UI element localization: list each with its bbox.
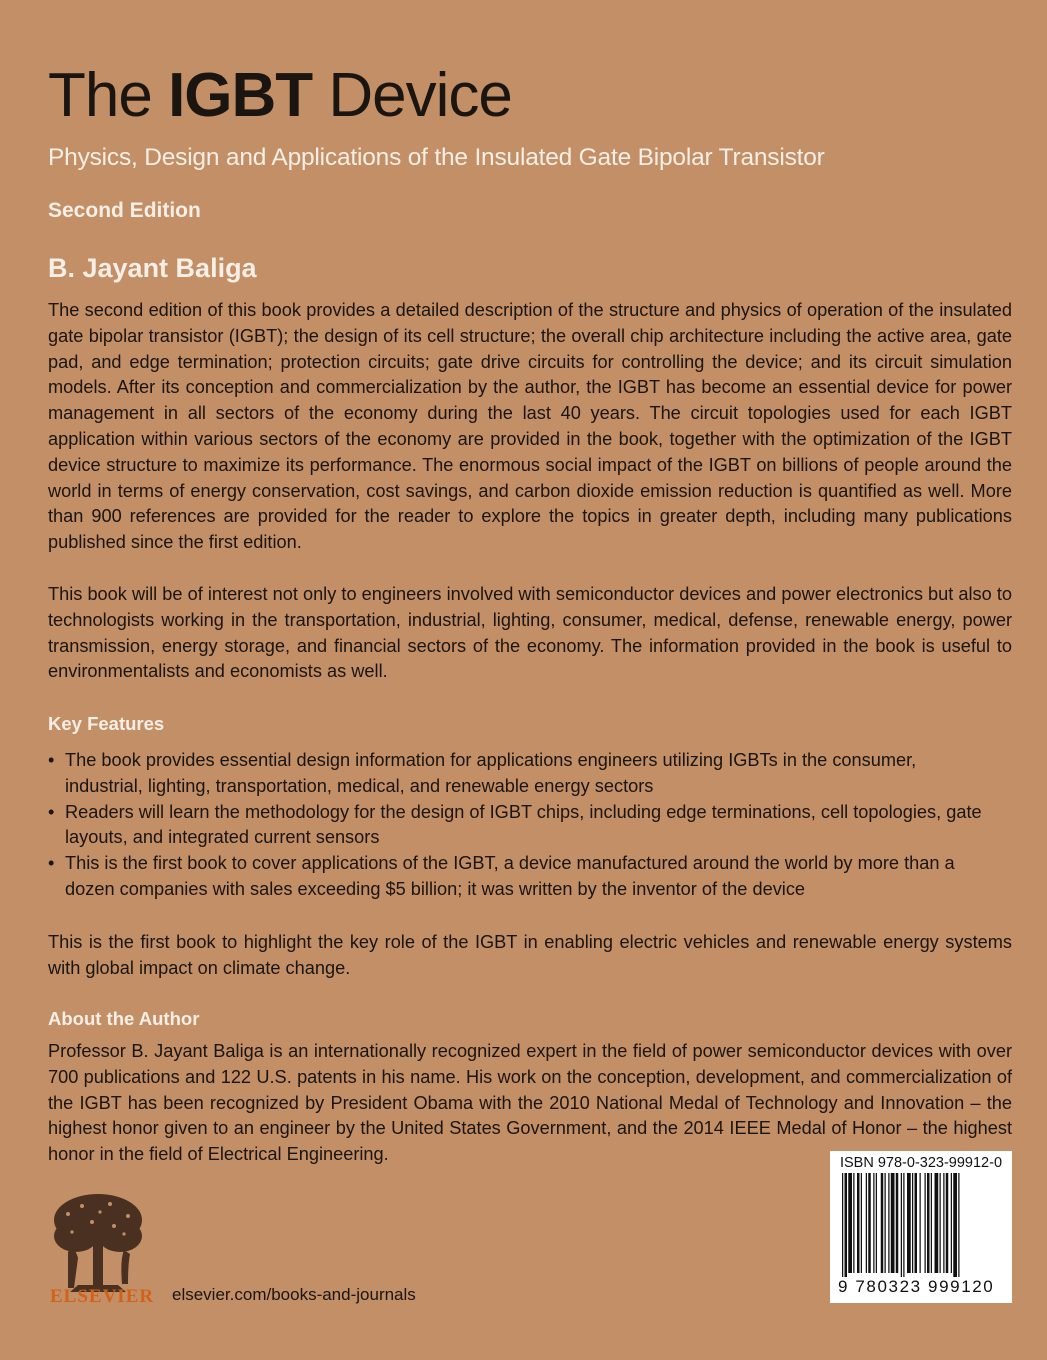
isbn-label: ISBN 978-0-323-99912-0 bbox=[839, 1155, 1003, 1171]
list-item-text: This is the first book to cover applications of the IGBT, a device manufactured around the world by more than a dozen companies with sales exceeding $5 billion; it was written by the inventor of the device bbox=[65, 853, 955, 899]
barcode-bar bbox=[903, 1173, 904, 1277]
barcode-bar bbox=[912, 1173, 913, 1273]
publisher-url[interactable]: elsevier.com/books-and-journals bbox=[172, 1285, 416, 1304]
barcode-bar bbox=[943, 1173, 944, 1273]
bullet-icon: • bbox=[48, 750, 55, 770]
list-item-text: Readers will learn the methodology for the design of IGBT chips, including edge terminations, cell topologies, gate layouts, and integrated current sensors bbox=[65, 801, 982, 848]
list-item bbox=[48, 851, 988, 903]
barcode-bar bbox=[891, 1173, 895, 1273]
about-author-text: Professor B. Jayant Baliga is an internationally recognized expert in the field of power semiconductor devices with over 700 publications and 122 U.S. patents in his name. His work on the conception, development, and commercialization of the IGBT has been recognized by President Obama with the 2010 National Medal of Technology and Innovation – the highest honor given to an engineer by the United States Government, and the 2014 IEEE Medal of Honor – the highest honor in the field of Electrical Engineering. bbox=[48, 1041, 1012, 1165]
barcode-bar bbox=[907, 1173, 911, 1273]
barcode-bar bbox=[848, 1173, 852, 1273]
description-paragraph-1: The second edition of this book provides a detailed description of the structure and physics of operation of the insulated gate bipolar transistor (IGBT); the design of its cell structure; the overall chip architecture including the active area, gate pad, and edge termination; protection circuits; gate drive circuits for controlling the device; and its circuit simulation models. After its conception and commercialization by the author, the IGBT has become an essential device for power management in all sectors of the economy during the last 40 years. The circuit topologies used for each IGBT application within various sectors of the economy are provided in the book, together with the optimization of the IGBT device structure to maximize its performance. The enormous social impact of the IGBT on billions of people around the world in terms of energy conservation, cost savings, and carbon dioxide emission reduction is quantified as well. More than 900 references are provided for the reader to explore the topics in greater depth, including many publications published since the first edition. bbox=[48, 300, 1012, 553]
barcode-bar bbox=[927, 1173, 930, 1273]
edition-label: Second Edition bbox=[48, 199, 201, 222]
publisher-name: ELSEVIER bbox=[50, 1286, 155, 1307]
barcode-bar bbox=[885, 1173, 886, 1273]
barcode-bar bbox=[953, 1173, 957, 1277]
barcode-bar bbox=[881, 1173, 884, 1273]
barcode-bar bbox=[866, 1173, 867, 1273]
barcode-bar bbox=[935, 1173, 939, 1273]
title-bold: IGBT bbox=[168, 61, 313, 130]
barcode-bar bbox=[845, 1173, 848, 1277]
barcode-bar bbox=[896, 1173, 899, 1273]
barcode-bar bbox=[853, 1173, 854, 1273]
barcode-bar bbox=[946, 1173, 949, 1273]
barcode-bar bbox=[920, 1173, 921, 1273]
list-item-text: The book provides essential design information for applications engineers utilizing IGBTs in the consumer, industrial, lighting, transportation, medical, and renewable energy sectors bbox=[65, 750, 917, 796]
barcode-bar bbox=[861, 1173, 862, 1273]
barcode-bar bbox=[901, 1173, 902, 1277]
barcode-bar bbox=[857, 1173, 860, 1273]
barcode-bar bbox=[931, 1173, 932, 1273]
key-features-list bbox=[48, 748, 988, 903]
book-title bbox=[48, 58, 512, 134]
title-pre: The bbox=[48, 61, 169, 130]
barcode-bar bbox=[915, 1173, 918, 1273]
list-item bbox=[48, 800, 988, 852]
bullet-icon: • bbox=[48, 801, 55, 822]
barcode-bar bbox=[873, 1173, 874, 1273]
book-subtitle: Physics, Design and Applications of the Insulated Gate Bipolar Transistor bbox=[48, 144, 825, 171]
barcode-bar bbox=[940, 1173, 941, 1273]
list-item bbox=[48, 748, 988, 800]
barcode-bar bbox=[958, 1173, 959, 1277]
barcode-bar bbox=[951, 1173, 952, 1273]
barcode-bar bbox=[868, 1173, 871, 1273]
ean-digits: 9 780323 999120 bbox=[838, 1277, 995, 1296]
title-post: Device bbox=[312, 61, 512, 130]
about-author-heading: About the Author bbox=[48, 1008, 200, 1029]
barcode-bar bbox=[876, 1173, 877, 1273]
author-name: B. Jayant Baliga bbox=[48, 253, 257, 283]
closing-paragraph: This is the first book to highlight the key role of the IGBT in enabling electric vehicles and renewable energy systems with global impact on climate change. bbox=[48, 932, 1012, 978]
barcode bbox=[830, 1151, 1012, 1303]
key-features-heading: Key Features bbox=[48, 713, 165, 734]
description-paragraph-2: This book will be of interest not only to engineers involved with semiconductor devices and power electronics but also to technologists working in the transportation, industrial, lighting, consumer, medical, defense, renewable energy, power transmission, energy storage, and financial sectors of the economy. The information provided in the book is useful to environmentalists and economists as well. bbox=[48, 584, 1012, 682]
barcode-bar bbox=[888, 1173, 889, 1273]
bullet-icon: • bbox=[48, 853, 55, 874]
barcode-bar bbox=[842, 1173, 843, 1277]
barcode-bar bbox=[925, 1173, 926, 1273]
